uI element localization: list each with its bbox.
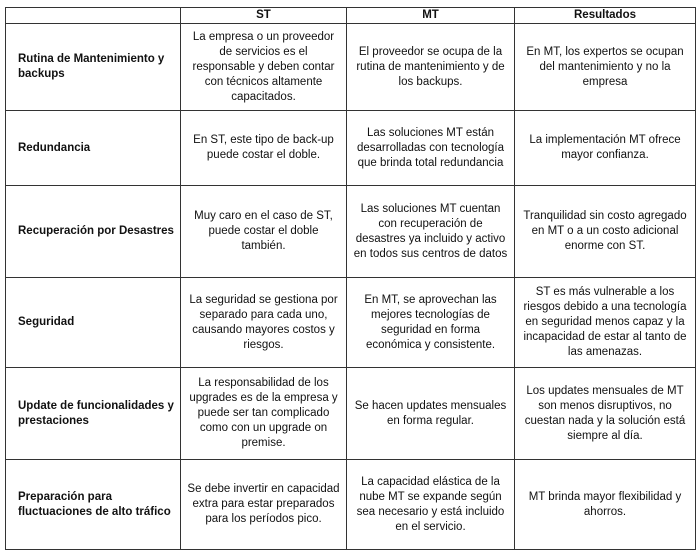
mt-cell: La capacidad elástica de la nube MT se expande según sea necesario y está incluido en el servicio. — [347, 460, 515, 550]
table-row — [6, 111, 696, 186]
table-row — [6, 460, 696, 550]
row-label: Recuperación por Desastres — [6, 186, 181, 278]
resultados-cell: MT brinda mayor flexibilidad y ahorros. — [515, 460, 696, 550]
row-label: Rutina de Mantenimiento y backups — [6, 24, 181, 111]
resultados-cell: Los updates mensuales de MT son menos disruptivos, no cuestan nada y la solución está siempre al día. — [515, 368, 696, 460]
row-label: Preparación para fluctuaciones de alto tráfico — [6, 460, 181, 550]
header-st: ST — [181, 8, 347, 24]
st-cell: La empresa o un proveedor de servicios es el responsable y deben contar con técnicos altamente capacitados. — [181, 24, 347, 111]
resultados-cell: ST es más vulnerable a los riesgos debido a una tecnología en seguridad menos capaz y la incapacidad de estar al tanto de las amenazas. — [515, 278, 696, 368]
st-cell: La responsabilidad de los upgrades es de la empresa y puede ser tan complicado como con un upgrade on premise. — [181, 368, 347, 460]
st-cell: Se debe invertir en capacidad extra para estar preparados para los períodos pico. — [181, 460, 347, 550]
header-empty-cell — [6, 8, 181, 24]
mt-cell: Las soluciones MT están desarrolladas con tecnología que brinda total redundancia — [347, 111, 515, 186]
mt-cell: El proveedor se ocupa de la rutina de mantenimiento y de los backups. — [347, 24, 515, 111]
row-label: Seguridad — [6, 278, 181, 368]
comparison-table — [5, 7, 696, 550]
row-label: Update de funcionalidades y prestaciones — [6, 368, 181, 460]
mt-cell: Las soluciones MT cuentan con recuperación de desastres ya incluido y activo en todos sus centros de datos — [347, 186, 515, 278]
st-cell: Muy caro en el caso de ST, puede costar el doble también. — [181, 186, 347, 278]
header-mt: MT — [347, 8, 515, 24]
resultados-cell: En MT, los expertos se ocupan del mantenimiento y no la empresa — [515, 24, 696, 111]
table-row — [6, 186, 696, 278]
row-label: Redundancia — [6, 111, 181, 186]
table-row — [6, 24, 696, 111]
mt-cell: En MT, se aprovechan las mejores tecnologías de seguridad en forma económica y consistente. — [347, 278, 515, 368]
table-row — [6, 278, 696, 368]
header-resultados: Resultados — [515, 8, 696, 24]
st-cell: En ST, este tipo de back-up puede costar el doble. — [181, 111, 347, 186]
table-row — [6, 368, 696, 460]
resultados-cell: La implementación MT ofrece mayor confianza. — [515, 111, 696, 186]
mt-cell: Se hacen updates mensuales en forma regular. — [347, 368, 515, 460]
st-cell: La seguridad se gestiona por separado para cada uno, causando mayores costos y riesgos. — [181, 278, 347, 368]
header-row — [6, 8, 696, 24]
resultados-cell: Tranquilidad sin costo agregado en MT o a un costo adicional enorme con ST. — [515, 186, 696, 278]
